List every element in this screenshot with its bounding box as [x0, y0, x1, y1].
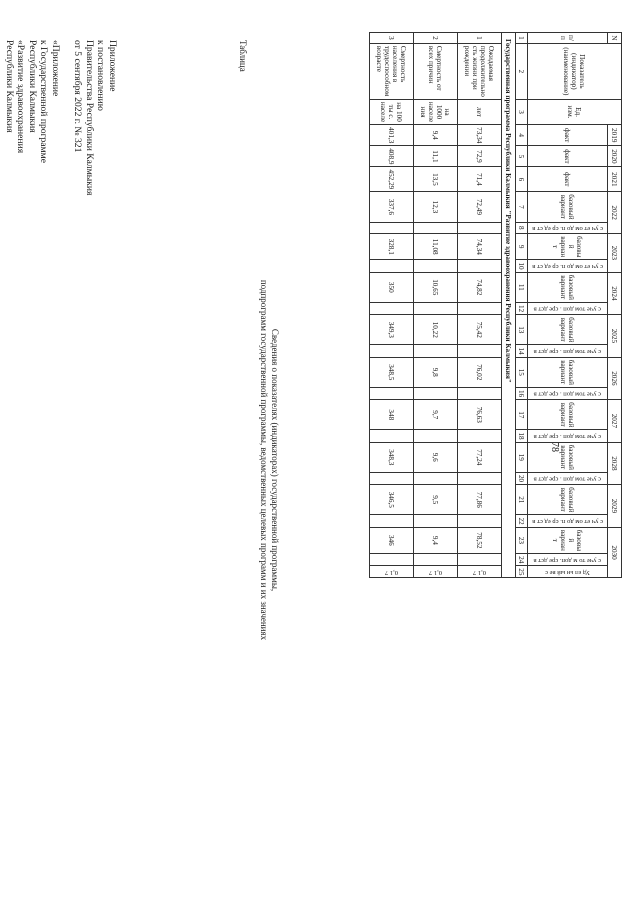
value-cell: 72,49 — [458, 192, 502, 222]
base-header: базовый вариант — [528, 315, 608, 345]
base-header: базовый вариант — [528, 400, 608, 430]
base-header: базовый вариант — [528, 357, 608, 387]
value-cell: 11,08 — [414, 233, 458, 259]
value-cell: 9,4 — [414, 125, 458, 146]
year-header: 2021 — [608, 167, 622, 192]
weight-cell: 0,1 7 — [414, 566, 458, 578]
value-cell: 348 — [370, 400, 414, 430]
col-number: 6 — [516, 167, 528, 192]
indicator-name: Ожидаемая продолжительно сть жизни при рождении — [458, 43, 502, 99]
header-line: от 5 сентября 2022 г. № 321 — [72, 40, 84, 153]
value-cell: 12,3 — [414, 192, 458, 222]
value-cell: 346,5 — [370, 485, 414, 515]
col-number: 1 — [516, 33, 528, 44]
extra-funds-header: с уче том доп . сре дст в — [528, 472, 608, 484]
header-line: к Государственной программе — [38, 40, 50, 163]
col-number: 7 — [516, 192, 528, 222]
table-label: Таблица — [238, 40, 248, 72]
year-header: 2029 — [608, 485, 622, 528]
unit-cell: на 100 ты с. населе — [370, 99, 414, 124]
col-number: 19 — [516, 442, 528, 472]
value-cell: 346 — [370, 527, 414, 553]
header-line: Республики Калмыкия — [4, 40, 15, 133]
value-cell: 74,82 — [458, 272, 502, 302]
unit-cell: лет — [458, 99, 502, 124]
year-header: 2023 — [608, 233, 622, 272]
caption-line-1: Сведения о показателях (индикаторах) государственной программы, — [270, 328, 280, 592]
year-header: 2022 — [608, 192, 622, 234]
value-cell: 452,29 — [370, 167, 414, 192]
row-number: 2 — [414, 33, 458, 44]
base-header: базовый вариант — [528, 485, 608, 515]
value-cell: 72,9 — [458, 146, 502, 167]
col-number: 24 — [516, 554, 528, 566]
col-number: 3 — [516, 99, 528, 124]
value-cell: 10,65 — [414, 272, 458, 302]
value-cell: 348,3 — [370, 442, 414, 472]
fact-header: факт — [528, 125, 608, 146]
value-cell: 77,24 — [458, 442, 502, 472]
extra-funds-header: с уч ет ом до п. ср ед ст в — [528, 222, 608, 233]
header-line: Правительства Республики Калмыкия — [84, 40, 95, 196]
col-number: 18 — [516, 430, 528, 442]
year-header: 2025 — [608, 315, 622, 358]
header-unit: Ед. изм. — [528, 99, 622, 124]
extra-funds-header: с уче том доп . сре дст в — [528, 387, 608, 399]
col-number: 22 — [516, 515, 528, 527]
value-cell: 13,5 — [414, 167, 458, 192]
header-name: Показатель (индикатор) (наименование) — [528, 43, 622, 99]
col-number: 4 — [516, 125, 528, 146]
header-line: к постановлению — [95, 40, 107, 111]
unit-cell: на 1000 населе ния — [414, 99, 458, 124]
section-title: Государственная программа Республики Калмыкия "Развитие здравоохранения Республики Калмыкия" — [502, 33, 516, 578]
value-cell: 350 — [370, 272, 414, 302]
header-line: Республики Калмыкия — [27, 40, 38, 133]
year-header: 2027 — [608, 400, 622, 443]
value-cell: 408,9 — [370, 146, 414, 167]
value-cell: 78,52 — [458, 527, 502, 553]
extra-funds-header: с уч ет ом до п. ср ед ст в — [528, 515, 608, 527]
extra-funds-header: с уче то м доп. сре дст в — [528, 554, 608, 566]
table-row — [370, 33, 414, 578]
fact-header: факт — [528, 167, 608, 192]
col-number: 2 — [516, 43, 528, 99]
value-cell: 9,6 — [414, 442, 458, 472]
value-cell: 11,1 — [414, 146, 458, 167]
extra-funds-header: с уче том доп . сре дст в — [528, 302, 608, 314]
row-number: 3 — [370, 33, 414, 44]
col-number: 5 — [516, 146, 528, 167]
header-num: N — [608, 33, 622, 44]
year-header: 2028 — [608, 442, 622, 485]
base-header: базовый вариант — [528, 442, 608, 472]
col-number: 15 — [516, 357, 528, 387]
value-cell: 337,6 — [370, 192, 414, 222]
header-line: «Развитие здравоохранения — [15, 40, 27, 154]
table-row — [458, 33, 502, 578]
value-cell: 328,1 — [370, 233, 414, 259]
base-header: базовы й вариан т — [528, 527, 608, 553]
value-cell: 73,34 — [458, 125, 502, 146]
indicator-name: Смертность от всех причин — [414, 43, 458, 99]
row-number: 1 — [458, 33, 502, 44]
indicator-name: Смертность населения в трудоспособном возрасте — [370, 43, 414, 99]
col-number: 20 — [516, 472, 528, 484]
value-cell: 75,42 — [458, 315, 502, 345]
col-number: 10 — [516, 260, 528, 272]
header-pp: п/п — [528, 33, 608, 44]
year-header: 2019 — [608, 125, 622, 146]
value-cell: 9,4 — [414, 527, 458, 553]
col-number: 25 — [516, 566, 528, 578]
col-number: 9 — [516, 233, 528, 259]
resolution-header — [4, 40, 119, 260]
col-number: 13 — [516, 315, 528, 345]
col-number: 11 — [516, 272, 528, 302]
col-number: 8 — [516, 222, 528, 233]
value-cell: 9,5 — [414, 485, 458, 515]
value-cell: 349,3 — [370, 315, 414, 345]
year-header: 2030 — [608, 527, 622, 578]
extra-funds-header: с уч ет ом до п. ср ед ст в — [528, 260, 608, 272]
base-header: базовы й вариан т — [528, 233, 608, 259]
caption-line-2: подпрограмм государственной программы, ведомственных целевых программ и их значениях — [259, 279, 269, 641]
extra-funds-header: с уче том доп . сре дст в — [528, 345, 608, 357]
weight-header: Уд ел ьн ый ве с — [528, 566, 608, 578]
value-cell: 74,34 — [458, 233, 502, 259]
value-cell: 76,63 — [458, 400, 502, 430]
table-caption — [258, 180, 280, 740]
header-line: «Приложение — [50, 40, 61, 97]
col-number: 21 — [516, 485, 528, 515]
value-cell: 10,22 — [414, 315, 458, 345]
year-header: 2020 — [608, 146, 622, 167]
value-cell: 348,5 — [370, 357, 414, 387]
value-cell: 9,7 — [414, 400, 458, 430]
weight-cell: 0,1 7 — [458, 566, 502, 578]
extra-funds-header: с уче том доп . сре дст в — [528, 430, 608, 442]
col-number: 12 — [516, 302, 528, 314]
indicators-table — [369, 32, 622, 578]
col-number: 14 — [516, 345, 528, 357]
value-cell: 9,8 — [414, 357, 458, 387]
base-header: базовый вариант — [528, 272, 608, 302]
base-header: базовый вариант — [528, 192, 608, 222]
value-cell: 76,02 — [458, 357, 502, 387]
value-cell: 401,3 — [370, 125, 414, 146]
fact-header: факт — [528, 146, 608, 167]
year-header: 2026 — [608, 357, 622, 400]
header-line: Приложение — [107, 40, 118, 92]
col-number: 16 — [516, 387, 528, 399]
table-row — [414, 33, 458, 578]
page-number: 78 — [549, 442, 560, 452]
col-number: 17 — [516, 400, 528, 430]
col-number: 23 — [516, 527, 528, 553]
value-cell: 77,86 — [458, 485, 502, 515]
weight-cell: 0,1 7 — [370, 566, 414, 578]
value-cell: 71,4 — [458, 167, 502, 192]
year-header: 2024 — [608, 272, 622, 315]
